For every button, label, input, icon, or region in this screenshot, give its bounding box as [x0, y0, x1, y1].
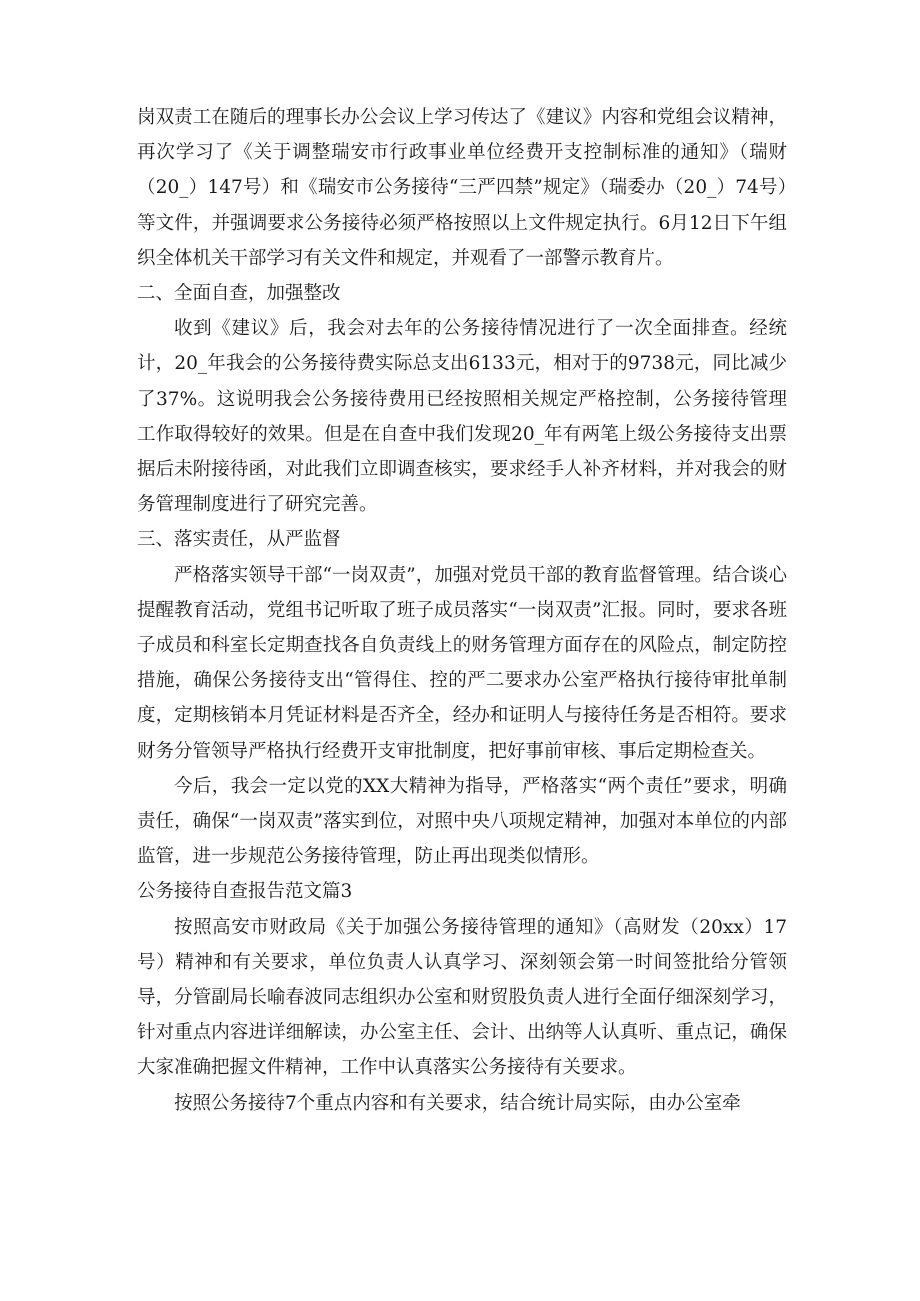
section-heading-self-inspection: 二、全面自查，加强整改 — [137, 283, 341, 305]
paragraph-future: 今后，我会一定以党的XX大精神为指导，严格落实“两个责任”要求，明确责任，确保“一岗双责”落实到位，对照中央八项规定精神，加强对本单位的内部监管，进一步规范公务接待管理，防止再出现类似情形。 — [137, 775, 787, 868]
paragraph-key-contents: 按照公务接待7个重点内容和有关要求，结合统计局实际，由办公室牵 — [174, 1092, 741, 1114]
document-page — [137, 100, 787, 1121]
paragraph-continuation: 岗双责工在随后的理事长办公会议上学习传达了《建议》内容和党组会议精神，再次学习了《关于调整瑞安市行政事业单位经费开支控制标准的通知》（瑞财（20_）147号）和《瑞安市公务接待“三严四禁”规定》（瑞委办（20_）74号）等文件，并强调要求公务接待必须严格按照以上文件规定执行。6月12日下午组织全体机关干部学习有关文件和规定，并观看了一部警示教育片。 — [137, 107, 787, 269]
article-title-part3: 公务接待自查报告范文篇3 — [137, 881, 353, 903]
paragraph-responsibility: 严格落实领导干部“一岗双责”，加强对党员干部的教育监督管理。结合谈心提醒教育活动，党组书记听取了班子成员落实“一岗双责”汇报。同时，要求各班子成员和科室长定期查找各自负责线上的财务管理方面存在的风险点，制定防控措施，确保公务接待支出“管得住、控的严二要求办公室严格执行接待审批单制度，定期核销本月凭证材料是否齐全，经办和证明人与接待任务是否相符。要求财务分管领导严格执行经费开支审批制度，把好事前审核、事后定期检查关。 — [137, 564, 787, 762]
paragraph-self-inspection: 收到《建议》后，我会对去年的公务接待情况进行了一次全面排查。经统计，20_年我会的公务接待费实际总支出6133元，相对于的9738元，同比减少了37%。这说明我会公务接待费用已经按照相关规定严格控制，公务接待管理工作取得较好的效果。但是在自查中我们发现20_年有两笔上级公务接待支出票据后未附接待函，对此我们立即调查核实，要求经手人补齐材料，并对我会的财务管理制度进行了研究完善。 — [137, 318, 787, 516]
paragraph-gaoan-notice: 按照高安市财政局《关于加强公务接待管理的通知》（高财发（20xx）17号）精神和有关要求，单位负责人认真学习、深刻领会第一时间签批给分管领导，分管副局长喻春波同志组织办公室和财贸股负责人进行全面仔细深刻学习，针对重点内容进详细解读，办公室主任、会计、出纳等人认真听、重点记，确保大家准确把握文件精神，工作中认真落实公务接待有关要求。 — [137, 916, 787, 1079]
section-heading-responsibility: 三、落实责任，从严监督 — [137, 529, 341, 551]
